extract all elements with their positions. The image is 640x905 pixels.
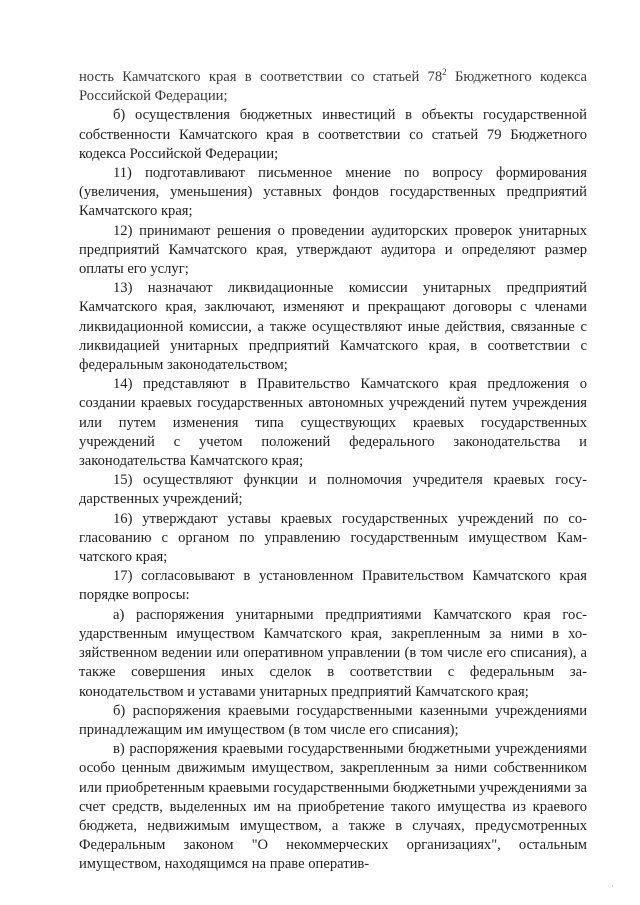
paragraph-continuation	[79, 68, 587, 106]
scan-artifact-dot: ·	[611, 881, 614, 891]
paragraph-17a: а) распоряжения унитарными предприятиями Камчатского края государственным имуществом Камчатского края, закрепленным за ними в хозяйственном ведении или оперативном управлении (в том числе его списания), а также совершения иных сделок в соответствии с федеральным законодательством и уставами унитарных предприятий Камчатского края;	[79, 606, 587, 700]
superscript: 2	[442, 67, 447, 78]
paragraph-15: 15) осуществляют функции и полномочия учредителя краевых государственных учреждений;	[79, 472, 587, 508]
paragraph-17v: в) распоряжения краевыми государственными бюджетными учреждениями особо ценным движимым имуществом, закрепленным за ними собственником или приобретенным краевыми государственными бюджетными учреждениями за счет средств, выделенных им на приобретение такого имущества из краевого бюджета, недвижимым имуществом, а также в случаях, предусмотренных Федеральным законом "О некоммерческих организациях", остальным имуществом, находящимся на праве оператив-	[79, 741, 587, 873]
document-body	[79, 68, 587, 875]
paragraph-14: 14) представляют в Правительство Камчатского края предложения о создании краевых государственных автономных учреждений путем учреждения или путем изменения типа существующих краевых государственных учреждений с учетом положений федерального законодательства и законодательства Камчатского края;	[79, 376, 587, 470]
paragraph-12: 12) принимают решения о проведении аудиторских проверок унитарных предприятий Камчатского края, утверждают аудитора и определяют размер оплаты его услуг;	[79, 222, 587, 278]
paragraph-13: 13) назначают ликвидационные комиссии унитарных предприятий Камчатского края, заключают, изменяют и прекращают договоры с членами ликвидационной комиссии, а также осуществляют иные действия, связанные с ликвидацией унитарных предприятий Камчатского края, в соответствии с федеральным законодательством;	[79, 280, 587, 374]
paragraph-11: 11) подготавливают письменное мнение по вопросу формирования (увеличения, уменьшения) уставных фондов государственных предприятий Камчатского края;	[79, 165, 587, 220]
paragraph-text: ность Камчатского края в соответствии со статьей 78	[79, 69, 443, 85]
paragraph-6b: б) осуществления бюджетных инвестиций в объекты государственной собственности Камчатского края в соответствии со статьей 79 Бюджетного кодекса Российской Федерации;	[79, 107, 587, 162]
paragraph-17: 17) согласовывают в установленном Правительством Камчатского края порядке вопросы:	[79, 568, 587, 604]
paragraph-text: Бюджетного кодекса Российской Федерации;	[79, 69, 587, 105]
paragraph-17b: б) распоряжения краевыми государственными казенными учреждениями принадлежащим им имуществом (в том числе его списания);	[79, 702, 587, 738]
paragraph-16: 16) утверждают уставы краевых государственных учреждений по согласованию с органом по управлению государственным имуществом Камчатского края;	[79, 510, 587, 566]
